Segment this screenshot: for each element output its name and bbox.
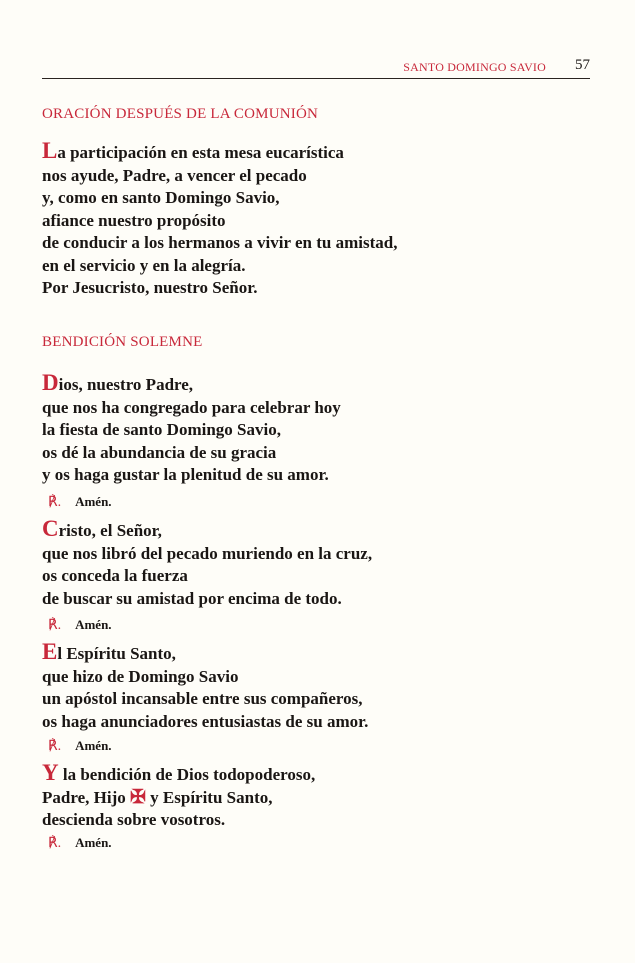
drop-cap: Y: [42, 760, 59, 785]
prayer-line: nos ayude, Padre, a vencer el pecado: [42, 165, 307, 185]
blessing-stanza-3: El Espíritu Santo, que hizo de Domingo Savio un apóstol incansable entre sus compañeros, os haga anunciadores entusiastas de su amor.: [42, 639, 369, 731]
blessing-stanza-4: Y la bendición de Dios todopoderoso, Padre, Hijo ✠ y Espíritu Santo, descienda sobre vosotros.: [42, 760, 316, 829]
prayer-line: de conducir a los hermanos a vivir en tu amistad,: [42, 233, 398, 252]
response-symbol: ℟.: [48, 739, 62, 754]
drop-cap: E: [42, 639, 58, 664]
response-symbol: ℟.: [48, 836, 62, 851]
response-amen: ℟. Amén.: [48, 738, 112, 754]
prayer-line: en el servicio y en la alegría.: [42, 255, 246, 275]
response-amen: ℟. Amén.: [48, 835, 112, 851]
prayer-post-communion: [42, 140, 602, 300]
drop-cap: C: [42, 516, 59, 541]
prayer-line: Por Jesucristo, nuestro Señor.: [42, 278, 258, 297]
response-amen: ℟. Amén.: [48, 617, 112, 633]
response-symbol: ℟.: [48, 618, 62, 633]
running-title: SANTO DOMINGO SAVIO: [403, 60, 546, 74]
running-header: [42, 58, 590, 79]
blessing-stanza-1: Dios, nuestro Padre, que nos ha congregado para celebrar hoy la fiesta de santo Domingo Savio, os dé la abundancia de su gracia y os haga gustar la plenitud de su amor.: [42, 370, 341, 484]
prayer-line: afiance nuestro propósito: [42, 210, 226, 230]
prayer-line: y, como en santo Domingo Savio,: [42, 188, 280, 207]
prayer-line: La participación en esta mesa eucarística: [42, 138, 344, 163]
drop-cap: D: [42, 370, 59, 395]
section-title-solemn-blessing: BENDICIÓN SOLEMNE: [42, 334, 203, 350]
response-amen: ℟. Amén.: [48, 494, 112, 510]
response-symbol: ℟.: [48, 495, 62, 510]
page-number: 57: [575, 57, 590, 73]
section-title-post-communion: ORACIÓN DESPUÉS DE LA COMUNIÓN: [42, 106, 319, 122]
drop-cap: L: [42, 138, 58, 163]
cross-icon: ✠: [129, 786, 146, 808]
blessing-stanza-2: Cristo, el Señor, que nos libró del pecado muriendo en la cruz, os conceda la fuerza de buscar su amistad por encima de todo.: [42, 516, 373, 608]
